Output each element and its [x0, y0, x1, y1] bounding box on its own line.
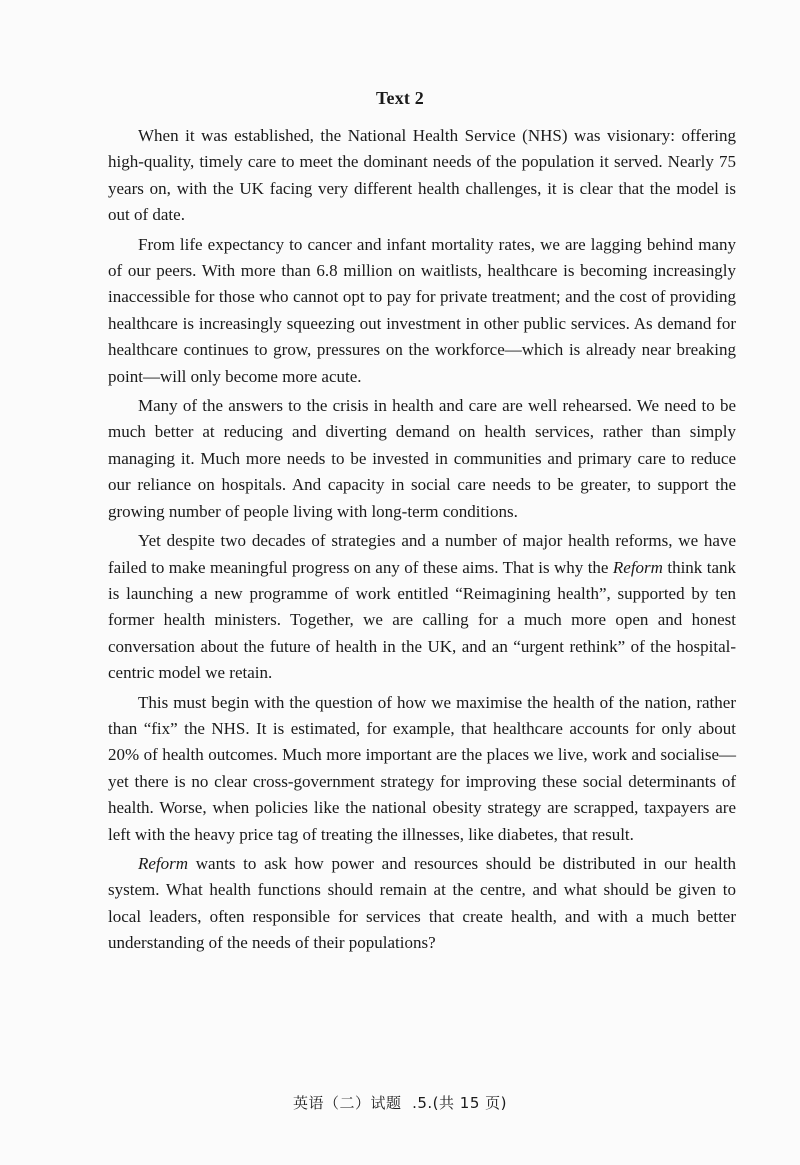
paragraph-text: When it was established, the National Health Service (NHS) was visionary: offering high-quality, timely care to meet the dominant needs of the population it served. Nearly 75 years on, with the UK facing very different health challenges, it is clear that the model is out of date. — [108, 126, 736, 225]
footer-subject: 英语（二）试题 — [293, 1094, 402, 1112]
paragraph-text: From life expectancy to cancer and infant mortality rates, we are lagging behind many of our peers. With more than 6.8 million on waitlists, healthcare is becoming increasingly inaccessible for those who cannot opt to pay for private treatment; and the cost of providing healthcare is increasingly squeezing out investment in other public services. As demand for healthcare continues to grow, pressures on the workforce—which is already near breaking point—will only become more acute. — [108, 234, 736, 386]
paragraph-2 — [108, 232, 736, 390]
paragraph-6 — [108, 851, 736, 957]
passage-body — [108, 123, 736, 957]
paragraph-text: Yet despite two decades of strategies and a number of major health reforms, we have failed to make meaningful progress on any of these aims. That is why the — [108, 531, 736, 577]
footer-total-pages: (共 15 页) — [432, 1094, 507, 1112]
text-title: Text 2 — [375, 88, 425, 108]
paragraph-text: think tank is launching a new programme of work entitled “Reimagining health”, supported by ten former health ministers. Together, we are calling for a much more open and honest conversation about the future of health in the UK, and an “urgent rethink” of the hospital-centric model we retain. — [108, 557, 736, 683]
page-footer — [0, 1092, 800, 1113]
footer-page-number: .5. — [412, 1094, 433, 1112]
reform-italic: Reform — [612, 557, 663, 577]
paragraph-4 — [108, 528, 736, 686]
paragraph-text: Many of the answers to the crisis in health and care are well rehearsed. We need to be much better at reducing and diverting demand on health services, rather than simply managing it. Much more needs to be invested in communities and primary care to reduce our reliance on hospitals. And capacity in social care needs to be greater, to support the growing number of people living with long-term conditions. — [108, 396, 736, 521]
paragraph-text: This must begin with the question of how we maximise the health of the nation, rather than “fix” the NHS. It is estimated, for example, that healthcare accounts for only about 20% of health outcomes. Much more important are the places we live, work and socialise—yet there is no clear cross-government strategy for improving these social determinants of health. Worse, when policies like the national obesity strategy are scrapped, taxpayers are left with the heavy price tag of treating the illnesses, like diabetes, that result. — [108, 692, 736, 844]
paragraph-5 — [108, 690, 736, 848]
reform-italic: Reform — [138, 853, 189, 873]
paragraph-3 — [108, 393, 736, 525]
paragraph-text: wants to ask how power and resources should be distributed in our health system. What health functions should remain at the centre, and what should be given to local leaders, often responsible for services that create health, and with a much better understanding of the needs of their populations? — [108, 853, 736, 953]
paragraph-1 — [108, 123, 736, 229]
